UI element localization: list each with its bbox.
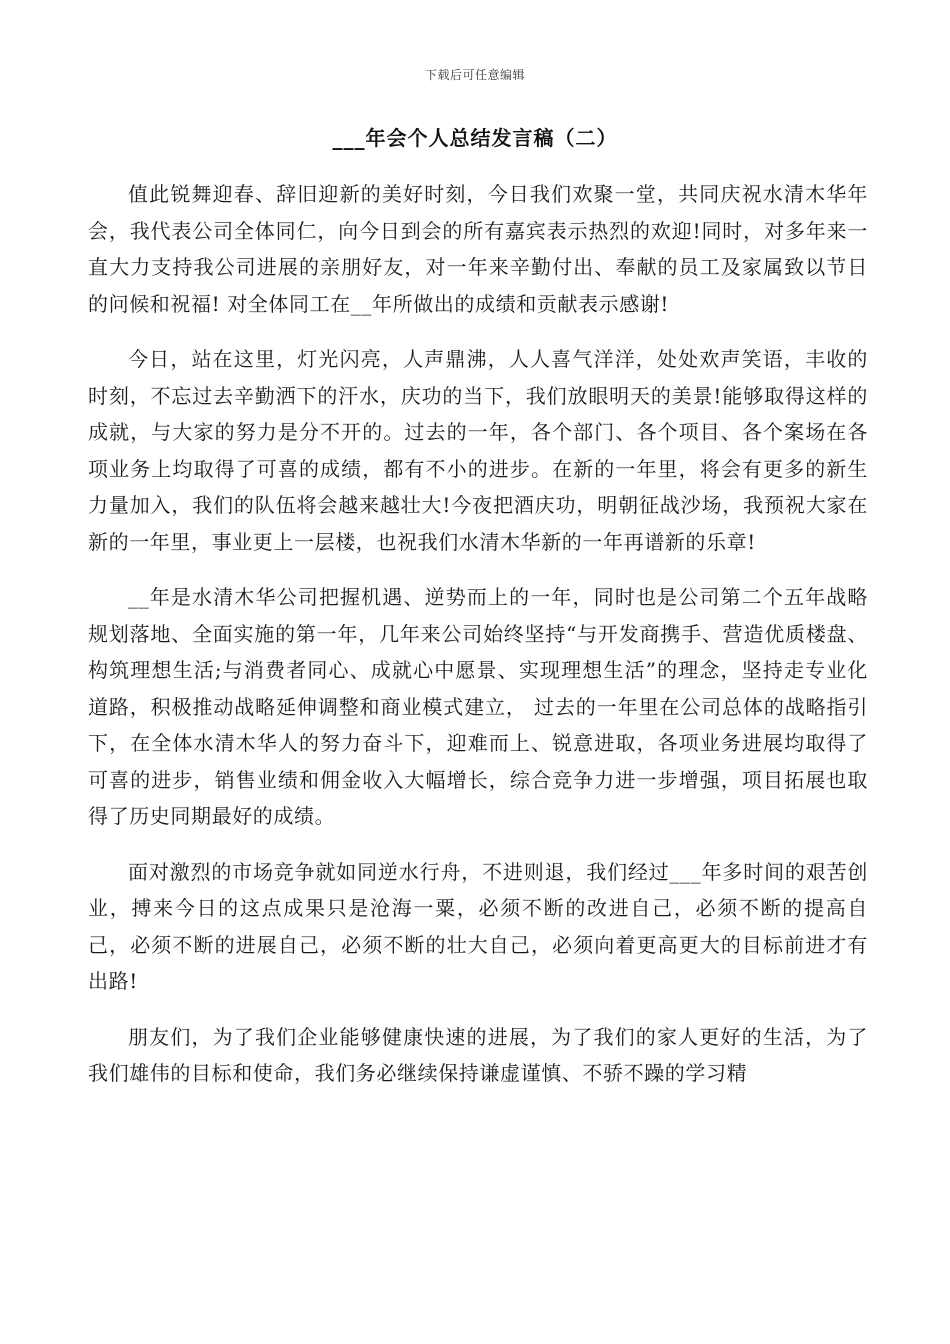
paragraph-3: __年是水清木华公司把握机遇、逆势而上的一年，同时也是公司第二个五年战略规划落地、全面实施的第一年，几年来公司始终坚持“与开发商携手、营造优质楼盘、构筑理想生活;与消费者同心、成就心中愿景、实现理想生活”的理念，坚持走专业化道路，积极推动战略延伸调整和商业模式建立， 过去的一年里在公司总体的战略指引下，在全体水清木华人的努力奋斗下，迎难而上、锐意进取，各项业务进展均取得了可喜的进步，销售业绩和佣金收入大幅增长，综合竞争力进一步增强，项目拓展也取得了历史同期最好的成绩。 bbox=[88, 585, 868, 828]
document-title: ___年会个人总结发言稿（二） bbox=[332, 126, 618, 150]
paragraph-1: 值此锐舞迎春、辞旧迎新的美好时刻，今日我们欢聚一堂，共同庆祝水清木华年会，我代表公司全体同仁，向今日到会的所有嘉宾表示热烈的欢迎!同时，对多年来一直大力支持我公司进展的亲朋好友，对一年来辛勤付出、奉献的员工及家属致以节日的问候和祝福! 对全体同工在__年所做出的成绩和贡献表示感谢! bbox=[88, 182, 868, 316]
header-note: 下载后可任意编辑 bbox=[424, 68, 525, 82]
document-body bbox=[88, 176, 868, 1111]
paragraph-4: 面对激烈的市场竞争就如同逆水行舟，不进则退，我们经过___年多时间的艰苦创业，搏来今日的这点成果只是沧海一粟，必须不断的改进自己，必须不断的提高自己，必须不断的进展自己，必须不断的壮大自己，必须向着更高更大的目标前进才有出路! bbox=[88, 859, 868, 993]
paragraph-5: 朋友们，为了我们企业能够健康快速的进展，为了我们的家人更好的生活，为了我们雄伟的目标和使命，我们务必继续保持谦虚谨慎、不骄不躁的学习精 bbox=[88, 1024, 868, 1085]
paragraph-2: 今日，站在这里，灯光闪亮，人声鼎沸，人人喜气洋洋，处处欢声笑语，丰收的时刻，不忘过去辛勤洒下的汗水，庆功的当下，我们放眼明天的美景!能够取得这样的成就，与大家的努力是分不开的。过去的一年，各个部门、各个项目、各个案场在各项业务上均取得了可喜的成绩，都有不小的进步。在新的一年里，将会有更多的新生力量加入，我们的队伍将会越来越壮大!今夜把酒庆功，明朝征战沙场，我预祝大家在新的一年里，事业更上一层楼，也祝我们水清木华新的一年再谱新的乐章! bbox=[88, 347, 868, 554]
